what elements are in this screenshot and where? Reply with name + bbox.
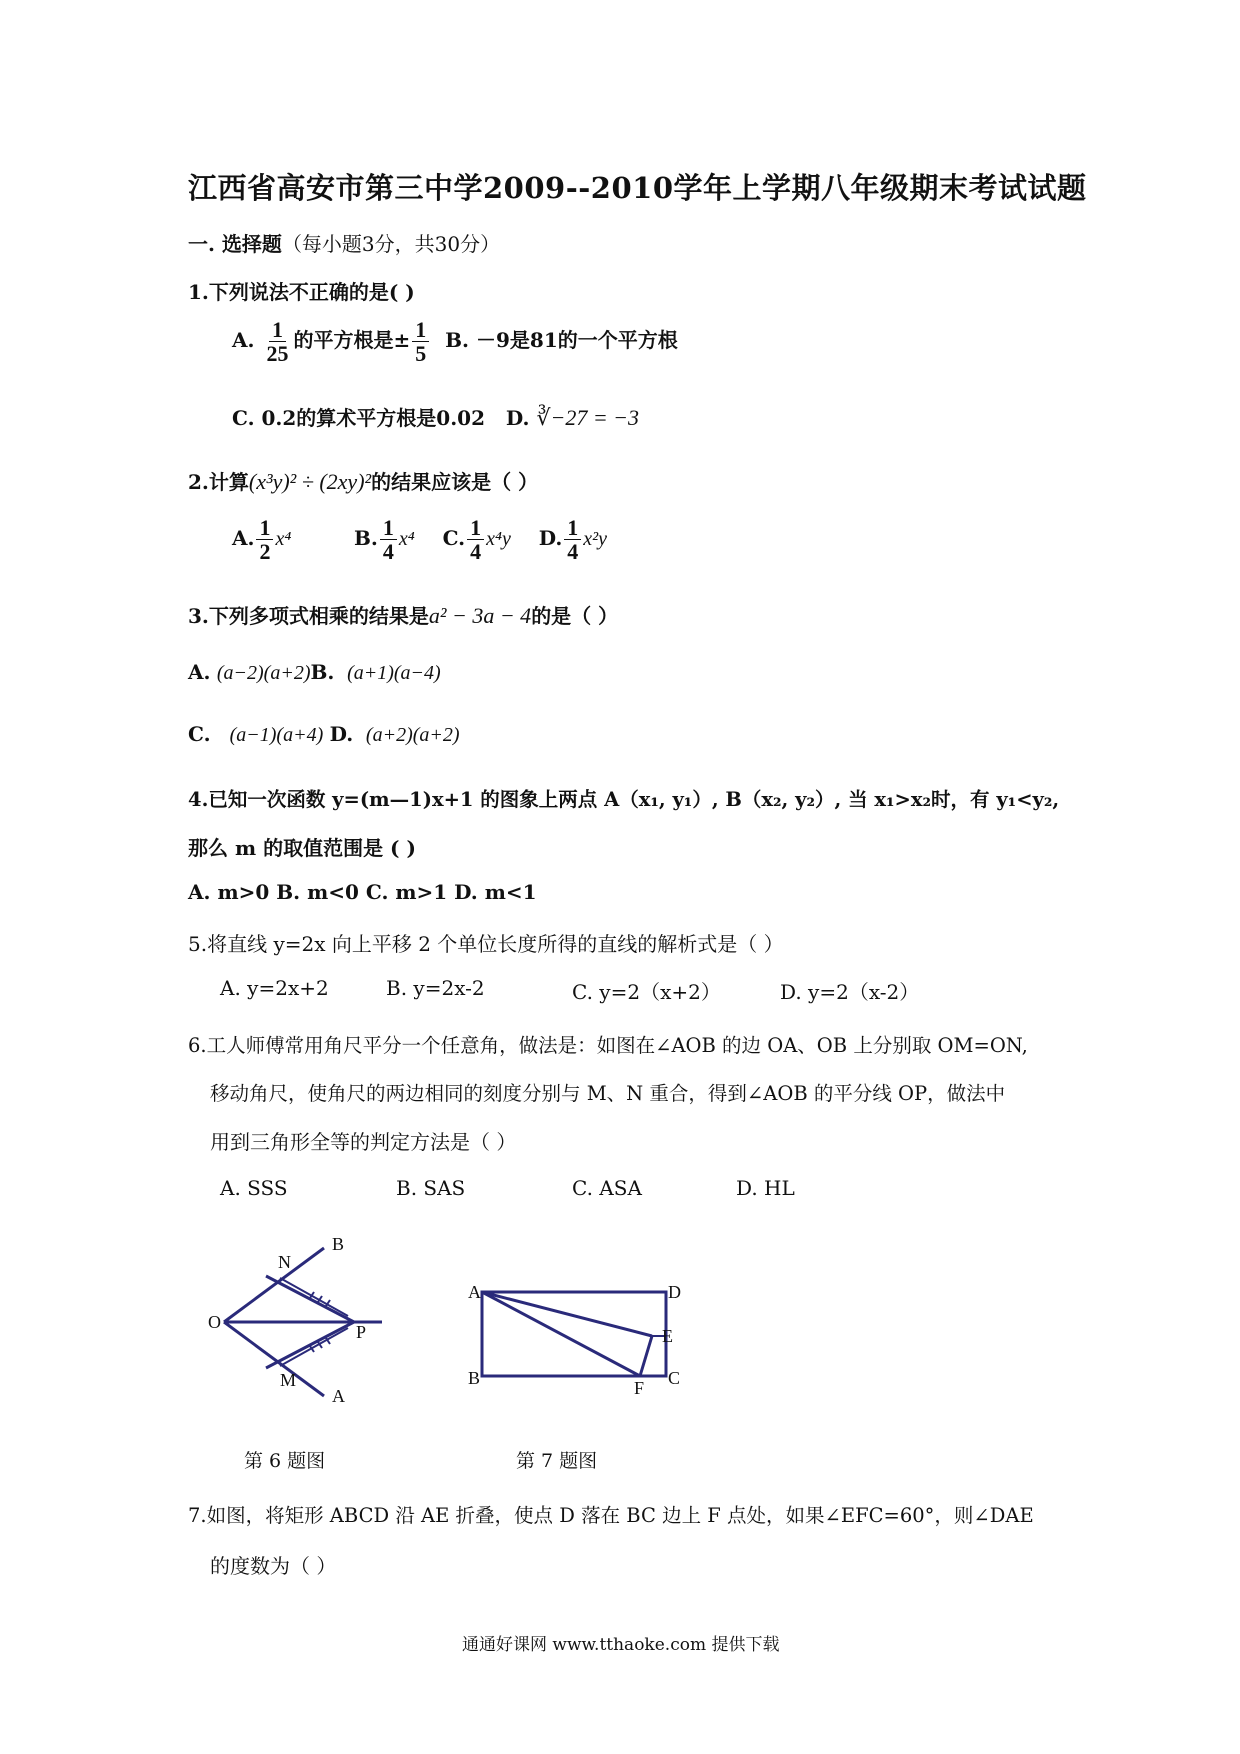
question-3-options-ab — [188, 660, 441, 685]
question-4-options: A. m>0 B. m<0 C. m>1 D. m<1 — [188, 880, 537, 904]
fraction-1-5: $\frac{1}{5}$ — [412, 318, 429, 365]
option-a-label: A. — [232, 328, 255, 353]
figure-7-lines — [482, 1292, 666, 1376]
question-6-option-c: C. ASA — [572, 1176, 642, 1200]
question-5-option-d: D. y=2（x-2） — [780, 980, 920, 1004]
option-b-label: B. — [310, 660, 335, 684]
figure-7-diagram — [462, 1274, 692, 1394]
option-c-text: C. 0.2的算术平方根是0.02 — [232, 406, 485, 430]
label-b: B — [332, 1234, 345, 1254]
question-5-option-b: B. y=2x-2 — [386, 976, 485, 1000]
question-3-pre: 3.下列多项式相乘的结果是 — [188, 604, 429, 628]
option-d: D. $\frac{1}{4}$ x²y — [538, 515, 608, 565]
option-d-label: D. — [505, 406, 530, 430]
question-3-stem — [188, 600, 618, 629]
question-1-stem: 1.下列说法不正确的是( ) — [188, 280, 415, 304]
label-f: F — [634, 1378, 645, 1394]
question-7-line-1: 7.如图，将矩形 ABCD 沿 AE 折叠，使点 D 落在 BC 边上 F 点处，如果∠EFC=60°，则∠DAE — [188, 1504, 1034, 1527]
label-n: N — [278, 1252, 291, 1272]
option-a-math: (a−2)(a+2) — [216, 662, 311, 684]
label-e: E — [662, 1326, 673, 1346]
question-5-stem: 5.将直线 y=2x 向上平移 2 个单位长度所得的直线的解析式是（ ） — [188, 932, 784, 956]
question-6-line-3: 用到三角形全等的判定方法是（ ） — [210, 1130, 517, 1154]
question-2-stem — [188, 466, 538, 495]
question-1-options-cd — [232, 402, 639, 431]
option-c-math: (a−1)(a+4) — [229, 724, 324, 746]
option-a: A. $\frac{1}{2}$ x⁴ — [232, 515, 292, 565]
label-d: D — [668, 1282, 681, 1302]
option-b-text: B. －9是81的一个平方根 — [445, 328, 678, 353]
page-title: 江西省高安市第三中学2009--2010学年上学期八年级期末考试试题 — [188, 171, 1087, 205]
option-d-math: ∛−27 = −3 — [536, 405, 640, 430]
figure-6-caption: 第 6 题图 — [244, 1450, 326, 1472]
label-c: C — [668, 1368, 681, 1388]
label-a: A — [332, 1386, 345, 1406]
section-label: 一. 选择题 — [188, 232, 282, 256]
section-header — [188, 228, 500, 257]
question-6-option-a: A. SSS — [220, 1176, 288, 1200]
question-3-post: 的是（ ） — [531, 604, 619, 628]
label-m: M — [280, 1370, 297, 1390]
question-4-line-2: 那么 m 的取值范围是 ( ) — [188, 836, 416, 860]
label-a: A — [468, 1282, 481, 1302]
question-3-math: a² − 3a − 4 — [428, 603, 532, 628]
question-4-line-1: 4.已知一次函数 y=(m—1)x+1 的图象上两点 A（x₁, y₁）, B（x₂, y₂）, 当 x₁>x₂时，有 y₁<y₂, — [188, 788, 1060, 811]
question-3-options-cd — [188, 722, 460, 747]
label-o: O — [208, 1312, 221, 1332]
figure-7-caption: 第 7 题图 — [516, 1450, 598, 1472]
question-1-options-ab — [232, 318, 678, 365]
question-6-option-b: B. SAS — [396, 1176, 466, 1200]
figure-6-diagram — [200, 1230, 400, 1410]
option-c: C. $\frac{1}{4}$ x⁴y — [442, 515, 511, 565]
label-p: P — [356, 1322, 367, 1342]
question-5-option-c: C. y=2（x+2） — [572, 980, 721, 1004]
page-footer: 通通好课网 www.tthaoke.com 提供下载 — [462, 1635, 780, 1655]
question-6-option-d: D. HL — [736, 1176, 795, 1200]
question-2-pre: 2.计算 — [188, 470, 249, 494]
question-6-line-1: 6.工人师傅常用角尺平分一个任意角，做法是：如图在∠AOB 的边 OA、OB 上分别取 OM=ON, — [188, 1034, 1028, 1057]
label-b: B — [468, 1368, 481, 1388]
option-d-label: D. — [329, 722, 354, 746]
section-note: （每小题3分，共30分） — [281, 232, 501, 256]
option-c-label: C. — [188, 722, 211, 746]
question-7-line-2: 的度数为（ ） — [210, 1554, 337, 1578]
question-2-post: 的结果应该是（ ） — [371, 470, 539, 494]
option-a-label: A. — [188, 660, 211, 684]
option-b: B. $\frac{1}{4}$ x⁴ — [354, 515, 415, 565]
question-2-options — [232, 516, 607, 563]
question-2-math: (x³y)² ÷ (2xy)² — [248, 469, 372, 494]
option-b-math: (a+1)(a−4) — [347, 662, 441, 684]
option-a-text: 的平方根是± — [293, 328, 411, 353]
option-d-math: (a+2)(a+2) — [365, 724, 460, 746]
fraction-1-25: $\frac{1}{25}$ — [266, 317, 289, 367]
question-5-option-a: A. y=2x+2 — [220, 976, 329, 1000]
question-6-line-2: 移动角尺，使角尺的两边相同的刻度分别与 M、N 重合，得到∠AOB 的平分线 OP，做法中 — [210, 1082, 1006, 1105]
